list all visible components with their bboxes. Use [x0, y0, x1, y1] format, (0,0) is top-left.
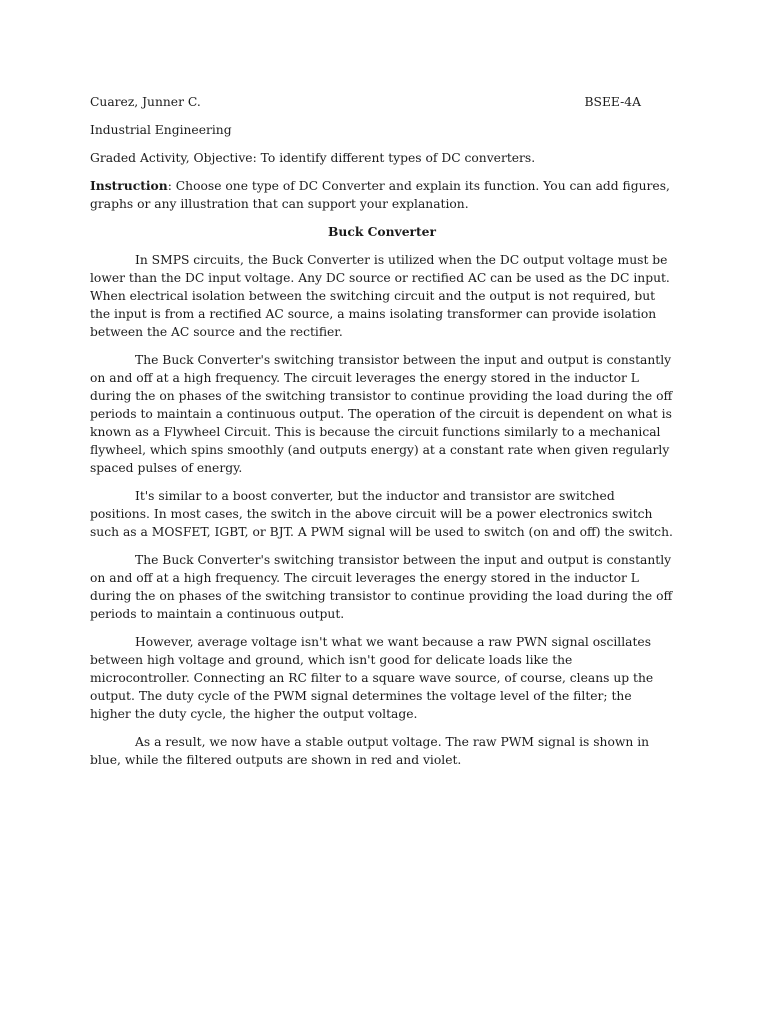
student-name: Cuarez, Junner C. — [90, 95, 201, 109]
student-section: BSEE-4A — [584, 95, 641, 109]
paragraph-1: In SMPS circuits, the Buck Converter is utilized when the DC output voltage must be lower than the DC input voltage. Any DC source or rectified AC can be used as the DC input. When electrical isolation between the switching circuit and the output is not required, but the input is from a rectified AC source, a mains isolating transformer can provide isolation between the AC source and the rectifier. — [90, 253, 670, 339]
instruction-line — [90, 177, 674, 213]
paragraph-2: The Buck Converter's switching transistor between the input and output is constantly on and off at a high frequency. The circuit leverages the energy stored in the inductor L during the on phases of the switching transistor to continue providing the load during the off periods to maintain a continuous output. The operation of the circuit is dependent on what is known as a Flywheel Circuit. This is because the circuit functions similarly to a mechanical flywheel, which spins smoothly (and outputs energy) at a constant rate when given regularly spaced pulses of energy. — [90, 353, 673, 475]
paragraph-5: However, average voltage isn't what we want because a raw PWN signal oscillates between high voltage and ground, which isn't good for delicate loads like the microcontroller. Connecting an RC filter to a square wave source, of course, cleans up the output. The duty cycle of the PWM signal determines the voltage level of the filter; the higher the duty cycle, the higher the output voltage. — [90, 635, 654, 721]
document-title: Buck Converter — [328, 224, 436, 239]
paragraph-6: As a result, we now have a stable output voltage. The raw PWM signal is shown in blue, while the filtered outputs are shown in red and violet. — [90, 735, 650, 767]
paragraph-4: The Buck Converter's switching transistor between the input and output is constantly on and off at a high frequency. The circuit leverages the energy stored in the inductor L during the on phases of the switching transistor to continue providing the load during the off periods to maintain a continuous output. — [90, 553, 673, 621]
objective-line: Graded Activity, Objective: To identify different types of DC converters. — [90, 151, 536, 165]
instruction-label: Instruction — [90, 178, 168, 193]
department-line: Industrial Engineering — [90, 123, 232, 137]
header-row — [90, 93, 641, 111]
instruction-text: : Choose one type of DC Converter and explain its function. You can add figures, graphs or any illustration that can support your explanation. — [90, 179, 670, 211]
document-page — [90, 93, 674, 779]
paragraph-3: It's similar to a boost converter, but the inductor and transistor are switched positions. In most cases, the switch in the above circuit will be a power electronics switch such as a MOSFET, IGBT, or BJT. A PWM signal will be used to switch (on and off) the switch. — [90, 489, 673, 539]
